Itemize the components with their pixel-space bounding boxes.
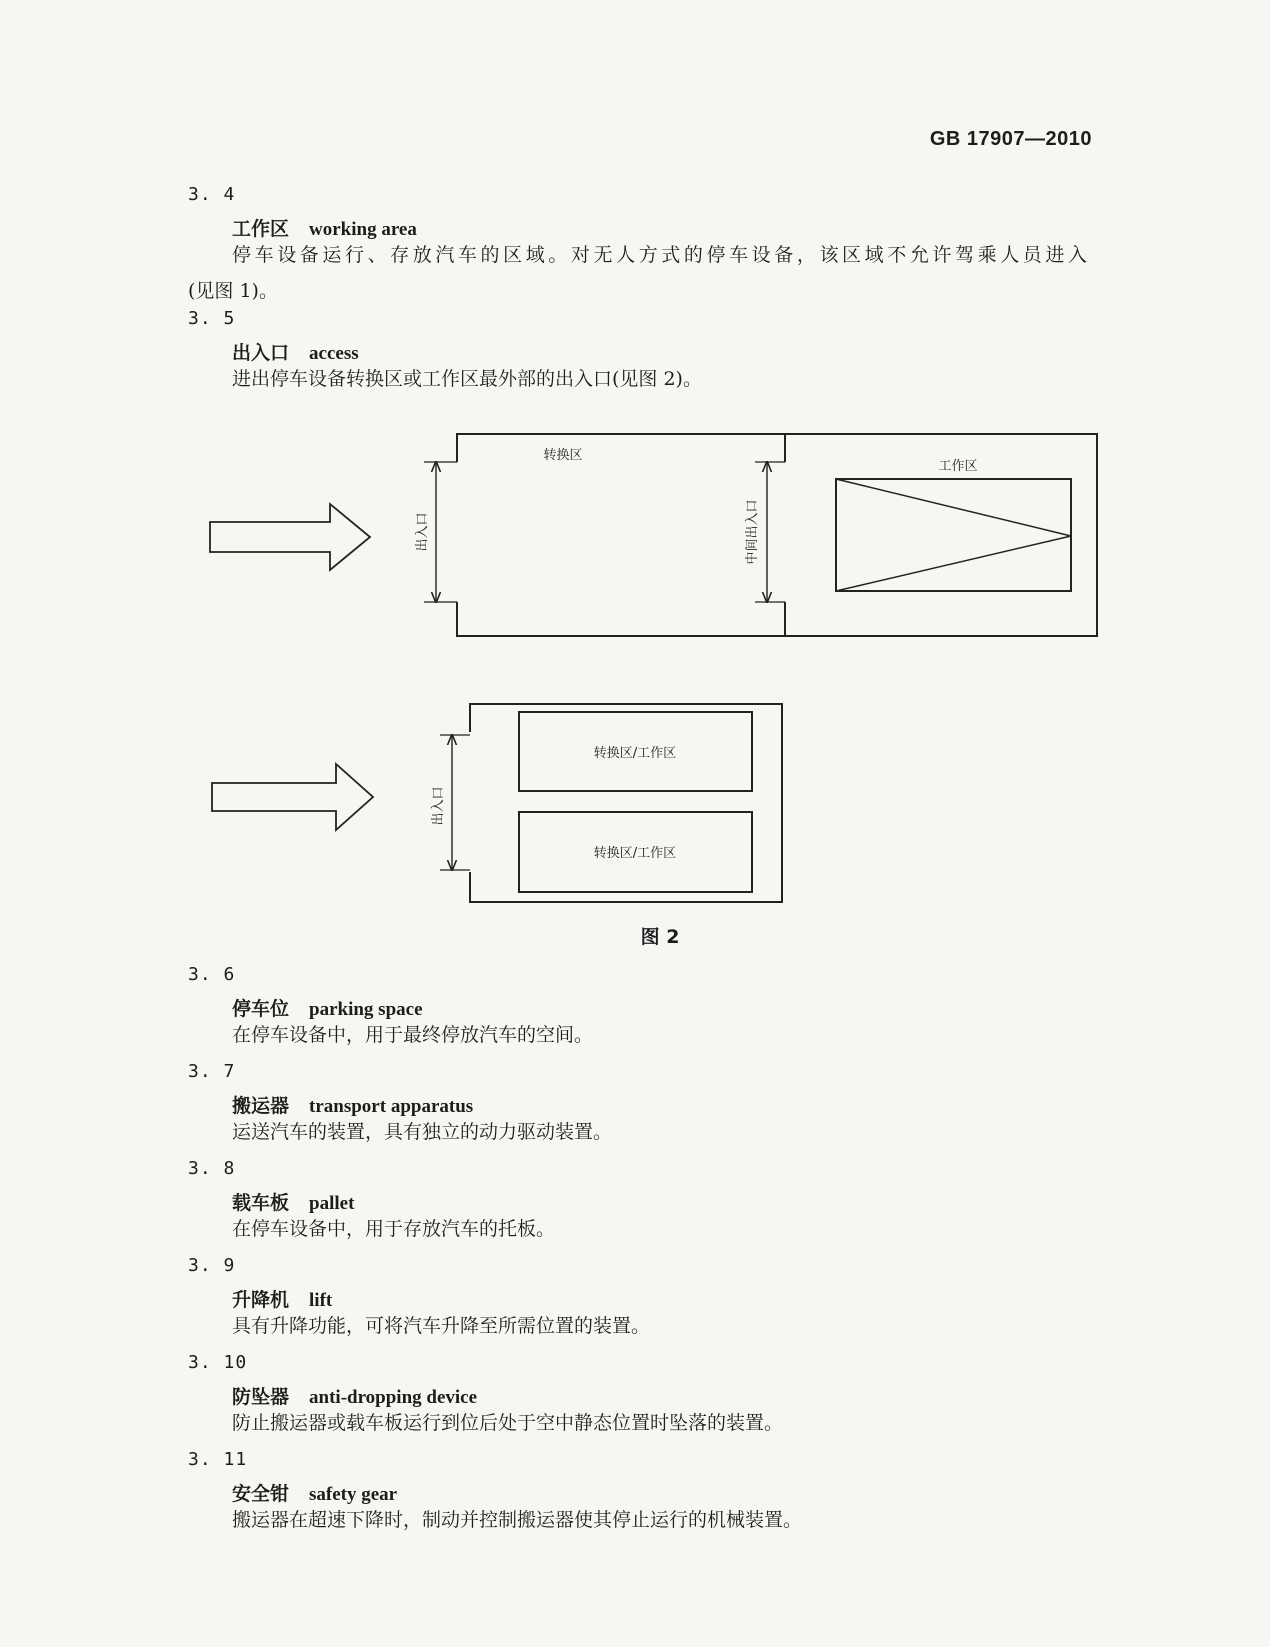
clause-number: 3. 9 — [188, 1255, 236, 1276]
term-heading — [232, 1091, 473, 1118]
definition: 停车设备运行、存放汽车的区域。对无人方式的停车设备，该区域不允许驾乘人员进入 — [232, 244, 1090, 266]
term-en: anti-dropping device — [309, 1387, 478, 1408]
clause-number: 3. 7 — [188, 1061, 236, 1082]
definition: 在停车设备中，用于存放汽车的托板。 — [232, 1218, 556, 1240]
standard-number: GB 17907—2010 — [929, 128, 1092, 150]
term-cn: 出入口 — [232, 342, 290, 364]
term-heading — [232, 1479, 397, 1506]
definition: 运送汽车的装置，具有独立的动力驱动装置。 — [232, 1121, 613, 1143]
definition: 防止搬运器或载车板运行到位后处于空中静态位置时坠落的装置。 — [232, 1412, 784, 1434]
definition-continuation: (见图 1)。 — [188, 280, 278, 302]
term-en: working area — [309, 219, 417, 240]
entrance-label: 出入口 — [431, 786, 446, 826]
entrance-label: 出入口 — [415, 512, 430, 552]
car-symbol — [836, 479, 1071, 591]
bottom-layout-frame — [470, 704, 782, 902]
definition: 在停车设备中，用于最终停放汽车的空间。 — [232, 1024, 594, 1046]
clause-number: 3. 5 — [188, 308, 236, 329]
term-en: safety gear — [309, 1484, 398, 1505]
figure-caption: 图 2 — [640, 926, 680, 948]
term-heading — [232, 1285, 332, 1312]
definition: 进出停车设备转换区或工作区最外部的出入口(见图 2)。 — [232, 368, 702, 390]
term-cn: 防坠器 — [232, 1386, 290, 1408]
term-en: access — [309, 343, 359, 364]
top-layout-frame — [457, 434, 1097, 636]
middle-entrance-label: 中间出入口 — [745, 499, 760, 565]
term-cn: 升降机 — [232, 1289, 290, 1311]
entry-arrow-icon — [210, 504, 370, 570]
clause-number: 3. 8 — [188, 1158, 236, 1179]
clause-number: 3. 10 — [188, 1352, 248, 1373]
clause-number: 3. 6 — [188, 964, 236, 985]
zone-lower-label: 转换区/工作区 — [593, 846, 677, 861]
entry-arrow-icon — [212, 764, 373, 830]
term-cn: 搬运器 — [232, 1095, 290, 1117]
term-cn: 停车位 — [232, 998, 290, 1020]
working-zone-label: 工作区 — [938, 459, 978, 474]
term-en: transport apparatus — [309, 1096, 474, 1117]
term-heading — [232, 1382, 477, 1409]
term-heading — [232, 994, 423, 1021]
transfer-zone-label: 转换区 — [543, 448, 583, 463]
term-cn: 安全钳 — [232, 1483, 290, 1505]
term-en: parking space — [309, 999, 423, 1020]
clause-number: 3. 4 — [188, 184, 236, 205]
term-en: pallet — [309, 1193, 355, 1214]
working-area-box — [836, 479, 1071, 591]
term-heading — [232, 1188, 354, 1215]
term-en: lift — [309, 1290, 333, 1311]
zone-upper-label: 转换区/工作区 — [593, 746, 677, 761]
term-cn: 载车板 — [232, 1192, 290, 1214]
clause-number: 3. 11 — [188, 1449, 248, 1470]
definition: 具有升降功能，可将汽车升降至所需位置的装置。 — [232, 1315, 651, 1337]
definition: 搬运器在超速下降时，制动并控制搬运器使其停止运行的机械装置。 — [232, 1509, 803, 1531]
term-cn: 工作区 — [232, 218, 290, 240]
